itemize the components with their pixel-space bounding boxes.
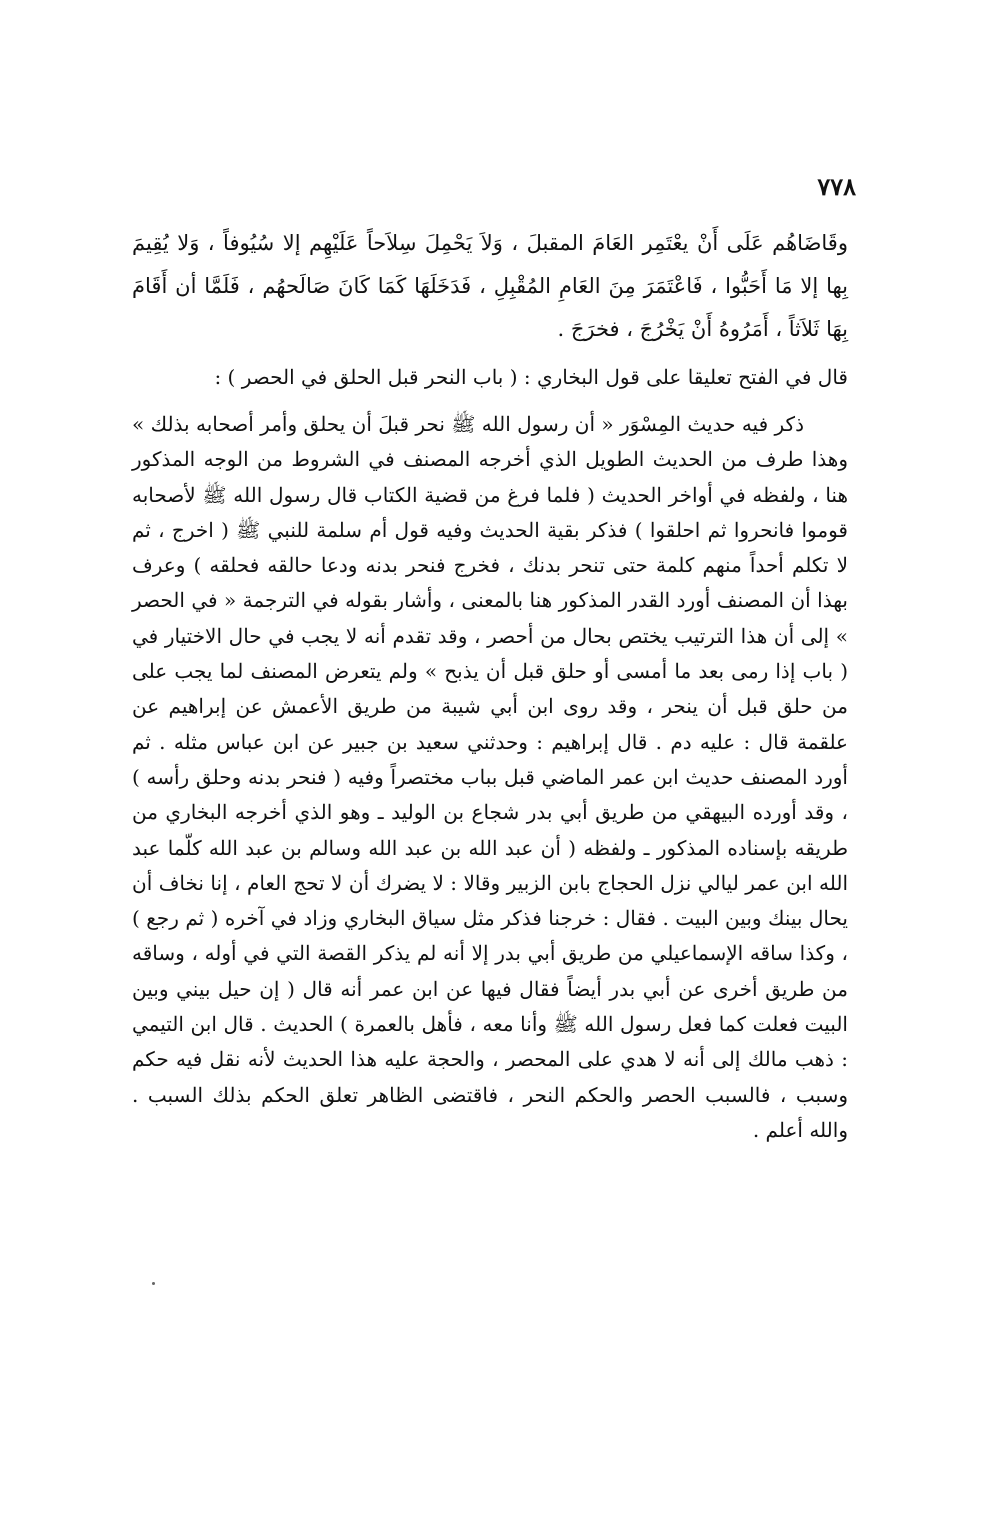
page-speck [152, 1282, 155, 1285]
commentary-body-text: ذكر فيه حديث المِسْوَر « أن رسول الله ﷺ نحر قبلَ أن يحلق وأمر أصحابه بذلك » وهذا طرف من الحديث الطويل الذي أخرجه المصنف في الشروط من الوجه المذكور هنا ، ولفظه في أواخر الحديث ( فلما فرغ من قضية الكتاب قال رسول الله ﷺ لأصحابه قوموا فانحروا ثم احلقوا ) فذكر بقية الحديث وفيه قول أم سلمة للنبي ﷺ ( اخرج ، ثم لا تكلم أحداً منهم كلمة حتى تنحر بدنك ، فخرج فنحر بدنه ودعا حالقه فحلقه ) وعرف بهذا أن المصنف أورد القدر المذكور هنا بالمعنى ، وأشار بقوله في الترجمة « في الحصر » إلى أن هذا الترتيب يختص بحال من أحصر ، وقد تقدم أنه لا يجب في حال الاختيار في ( باب إذا رمى بعد ما أمسى أو حلق قبل أن يذبح » ولم يتعرض المصنف لما يجب على من حلق قبل أن ينحر ، وقد روى ابن أبي شيبة من طريق الأعمش عن إبراهيم عن علقمة قال : عليه دم . قال إبراهيم : وحدثني سعيد بن جبير عن ابن عباس مثله . ثم أورد المصنف حديث ابن عمر الماضي قبل بباب مختصراً وفيه ( فنحر بدنه وحلق رأسه ) ، وقد أورده البيهقي من طريق أبي بدر شجاع بن الوليد ـ وهو الذي أخرجه البخاري من طريقه بإسناده المذكور ـ ولفظه ( أن عبد الله بن عبد الله وسالم بن عبد الله كلّما عبد الله ابن عمر ليالي نزل الحجاج بابن الزبير وقالا : لا يضرك أن لا تحج العام ، إنا نخاف أن يحال بينك وبين البيت . فقال : خرجنا فذكر مثل سياق البخاري وزاد في آخره ( ثم رجع ) ، وكذا ساقه الإسماعيلي من طريق أبي بدر إلا أنه لم يذكر القصة التي في أوله ، وساقه من طريق أخرى عن أبي بدر أيضاً فقال فيها عن ابن عمر أنه قال ( إن حيل بيني وبين البيت فعلت كما فعل رسول الله ﷺ وأنا معه ، فأهل بالعمرة ) الحديث . قال ابن التيمي : ذهب مالك إلى أنه لا هدي على المحصر ، والحجة عليه هذا الحديث لأنه نقل فيه حكم وسبب ، فالسبب الحصر والحكم النحر ، فاقتضى الظاهر تعلق الحكم بذلك السبب . والله أعلم . [132, 412, 848, 1142]
commentary-intro-line: قال في الفتح تعليقا على قول البخاري : ( باب النحر قبل الحلق في الحصر ) : [214, 365, 848, 389]
commentary-body-paragraph [132, 407, 848, 1148]
page-content [132, 222, 848, 1148]
page-number: ٧٧٨ [817, 172, 856, 201]
hadith-quote-paragraph: وقَاضَاهُم عَلَى أَنْ يعْتَمِر العَامَ المقبلَ ، وَلاَ يَحْمِلَ سِلاَحاً عَلَيْهِم إلا سُيُوفاً ، وَلا يُقِيمَ بِها إلا مَا أَحَبُّوا ، فَاعْتَمَرَ مِنَ العَامِ المُقْبِلِ ، فَدَخَلَهَا كَمَا كَانَ صَالَحهُم ، فَلَمَّا أن أَقَامَ بِهَا ثَلاَثاً ، أَمَرُوهُ أَنْ يَخْرُجَ ، فخرَجَ . [132, 231, 848, 341]
